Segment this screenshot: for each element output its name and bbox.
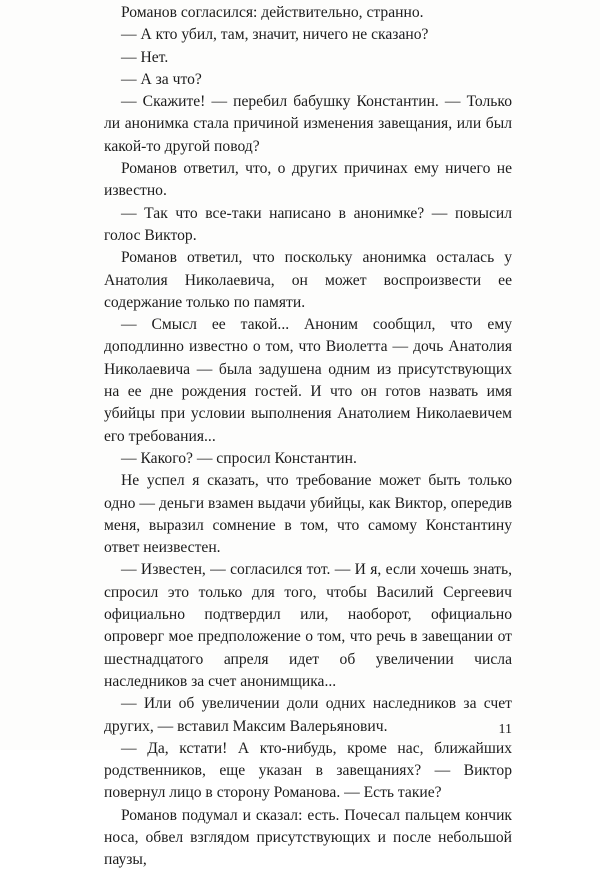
paragraph-15: Романов подумал и сказал: есть. Почесал пальцем кончик носа, обвел взглядом присутствующих и после небольшой паузы, — [104, 806, 512, 869]
paragraph-14: — Да, кстати! А кто-нибудь, кроме нас, ближайших родственников, еще указан в завещаниях? — Виктор повернул лицо в сторону Романова. — Есть такие? — [104, 739, 512, 802]
paragraph-5: — Скажите! — перебил бабушку Константин. — Только ли анонимка стала причиной изменения завещания, или был какой-то другой повод? — [104, 93, 512, 155]
paragraph-2: — А кто убил, там, значит, ничего не сказано? — [121, 26, 429, 44]
body-text — [104, 2, 512, 872]
paragraph-3: — Нет. — [121, 48, 169, 66]
page-number: 11 — [498, 722, 512, 737]
paragraph-13: — Или об увеличении доли одних наследников за счет других, — вставил Максим Валерьянович. — [104, 695, 512, 735]
paragraph-9: — Смысл ее такой... Аноним сообщил, что ему доподлинно известно о том, что Виолетта — дочь Анатолия Николаевича — была задушена одним из присутствующих на ее дне рождения гостей. И что он готов назвать имя убийцы при условии выполнения Анатолием Николаевичем его требования... — [104, 316, 512, 445]
paragraph-4: — А за что? — [121, 70, 202, 88]
paragraph-7: — Так что все-таки написано в анонимке? — повысил голос Виктор. — [104, 204, 512, 244]
paragraph-12: — Известен, — согласился тот. — И я, если хочешь знать, спросил это только для того, чтобы Василий Сергеевич официально подтвердил или, наоборот, официально опроверг мое предположение о том, что речь в завещании от шестнадцатого апреля идет об увеличении числа наследников за счет анонимщика... — [104, 561, 512, 690]
paragraph-6: Романов ответил, что, о других причинах ему ничего не известно. — [104, 160, 512, 200]
paragraph-8: Романов ответил, что поскольку анонимка осталась у Анатолия Николаевича, он может воспроизвести ее содержание только по памяти. — [104, 249, 512, 311]
paragraph-11: Не успел я сказать, что требование может быть только одно — деньги взамен выдачи убийцы, как Виктор, опередив меня, выразил сомнение в том, что самому Константину ответ неизвестен. — [104, 472, 512, 557]
paragraph-1: Романов согласился: действительно, странно. — [121, 4, 424, 21]
paragraph-10: — Какого? — спросил Константин. — [121, 449, 357, 467]
